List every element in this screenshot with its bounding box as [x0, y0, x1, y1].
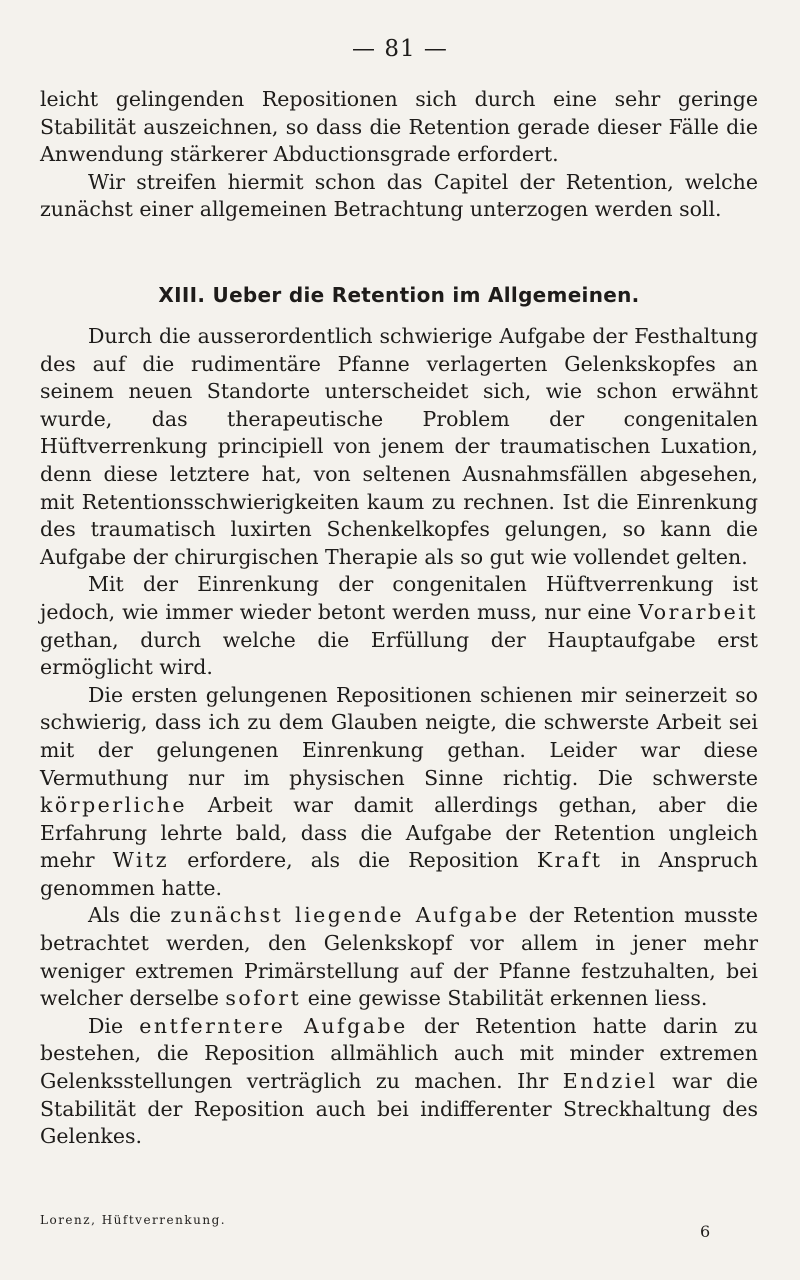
- text-run: Als die: [88, 903, 171, 928]
- signature-mark: 6: [700, 1222, 711, 1241]
- section-body: [40, 323, 758, 1151]
- emphasis: Vorarbeit: [638, 599, 758, 624]
- emphasis: sofort: [225, 986, 302, 1011]
- text-run: der Retention musste betrachtet werden, den Gelenkskopf vor allem in jener mehr weniger extremen Primärstellung auf der Pfanne festzuhalten, bei welcher derselbe: [40, 903, 759, 1011]
- paragraph: Wir streifen hiermit schon das Capitel der Retention, welche zunächst einer allgemeinen Betrachtung unterzogen werden soll.: [40, 169, 758, 222]
- emphasis: körperliche: [40, 793, 188, 818]
- continued-paragraph: leicht gelingenden Repositionen sich durch eine sehr geringe Stabilität auszeichnen, so dass die Retention gerade dieser Fälle die Anwendung stärkerer Abductionsgrade erfordert.: [40, 87, 758, 167]
- paragraph: [40, 902, 758, 1012]
- section-heading: XIII. Ueber die Retention im Allgemeinen.: [158, 283, 640, 307]
- text-run: war die Stabilität der Reposition auch bei indifferenter Streckhaltung des Gelenkes.: [40, 1069, 758, 1149]
- paragraph: [40, 571, 758, 681]
- paragraph: [40, 1013, 758, 1151]
- emphasis: entferntere Aufgabe: [139, 1013, 408, 1038]
- emphasis: Kraft: [536, 848, 603, 873]
- text-run: Die: [88, 1013, 140, 1038]
- paragraph: Durch die ausserordentlich schwierige Aufgabe der Festhaltung des auf die rudimentäre Pfanne verlagerten Gelenkskopfes an seinem neuen Standorte unterscheidet sich, wie schon erwähnt wurde, das therapeutische Problem der congenitalen Hüftverrenkung principiell von jenem der traumatischen Luxation, denn diese letztere hat, von seltenen Ausnahmsfällen abgesehen, mit Retentionsschwierigkeiten kaum zu rechnen. Ist die Einrenkung des traumatisch luxirten Schenkelkopfes gelungen, so kann die Aufgabe der chirurgischen Therapie als so gut wie vollendet gelten.: [40, 324, 758, 569]
- intro-text: [40, 86, 758, 224]
- text-run: der Retention hatte darin zu bestehen, die Reposition allmählich auch mit minder extremen Gelenksstellungen verträglich zu machen. Ihr: [40, 1013, 758, 1094]
- emphasis: Witz: [112, 848, 170, 873]
- signature-line: Lorenz, Hüftverrenkung.: [40, 1213, 227, 1227]
- text-run: Mit der Einrenkung der congenitalen Hüftverrenkung ist jedoch, wie immer wieder betont werden muss, nur eine: [40, 572, 758, 624]
- text-run: Arbeit war damit allerdings gethan, aber die Erfahrung lehrte bald, dass die Aufgabe der Retention ungleich mehr: [40, 793, 758, 873]
- paragraph: [40, 682, 758, 903]
- text-run: eine gewisse Stabilität erkennen liess.: [301, 986, 708, 1011]
- emphasis: zunächst liegende Aufgabe: [170, 903, 520, 928]
- text-run: Die ersten gelungenen Repositionen schienen mir seinerzeit so schwierig, dass ich zu dem Glauben neigte, die schwerste Arbeit sei mit der gelungenen Einrenkung gethan. Leider war diese Vermuthung nur im physischen Sinne richtig. Die schwerste: [40, 682, 758, 790]
- text-run: erfordere, als die Reposition: [169, 848, 537, 873]
- emphasis: Endziel: [562, 1069, 658, 1094]
- text-run: in Anspruch genommen hatte.: [40, 848, 758, 900]
- text-run: gethan, durch welche die Erfüllung der Hauptaufgabe erst ermöglicht wird.: [40, 627, 758, 680]
- page-number: — 81 —: [352, 36, 448, 62]
